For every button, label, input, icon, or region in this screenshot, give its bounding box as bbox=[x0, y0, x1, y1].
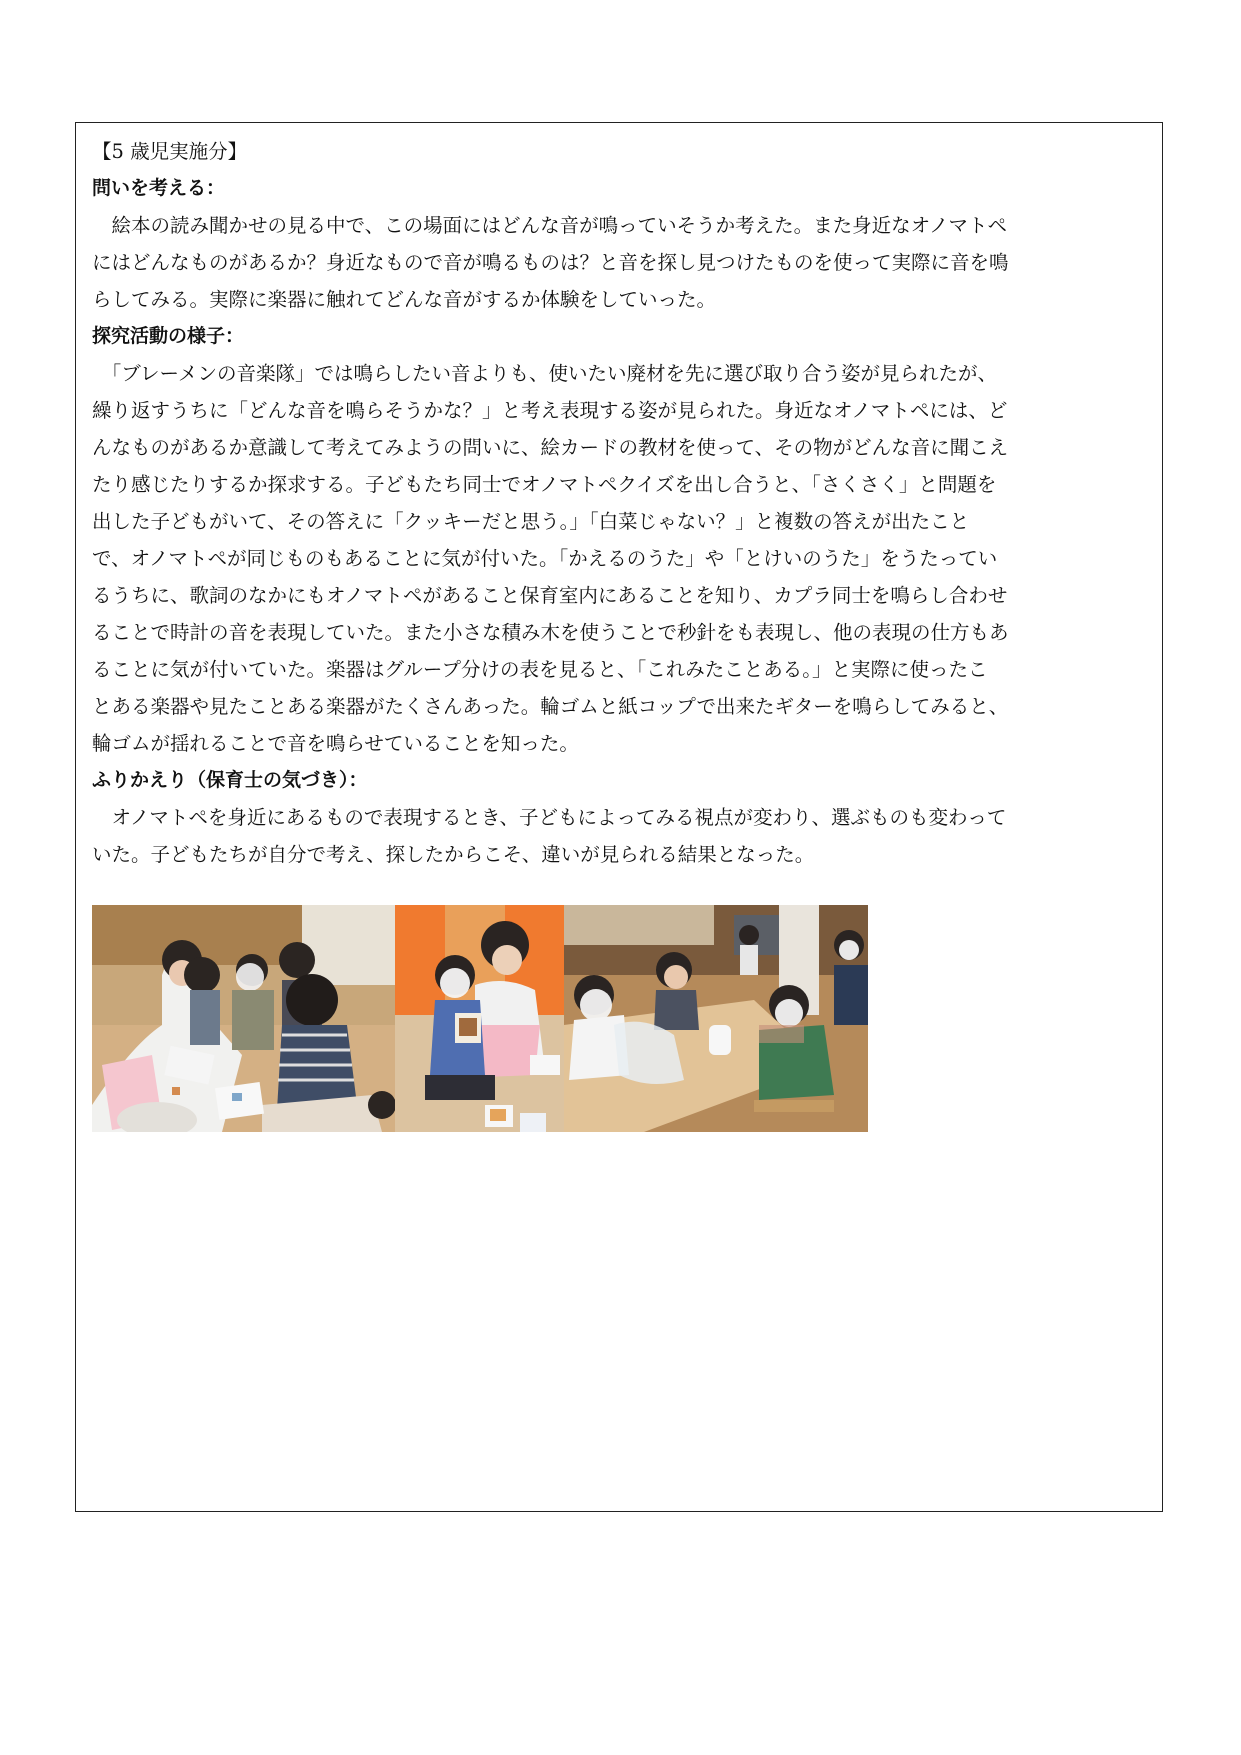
paragraph-line: 「ブレーメンの音楽隊」では鳴らしたい音よりも、使いたい廃材を先に選び取り合う姿が見られたが、 bbox=[92, 362, 997, 385]
paragraph-line: オノマトペを身近にあるもので表現するとき、子どもによってみる視点が変わり、選ぶものも変わって bbox=[92, 806, 1007, 829]
paragraph-line: ることで時計の音を表現していた。また小さな積み木を使うことで秒針をも表現し、他の表現の仕方もあ bbox=[92, 621, 1009, 644]
photo-children-at-table-with-plastic bbox=[564, 905, 868, 1132]
section-heading-activity: 探究活動の様子： bbox=[92, 325, 245, 347]
section-heading-question: 問いを考える： bbox=[92, 177, 226, 199]
grade-title: 【5 歳児実施分】 bbox=[92, 140, 248, 163]
paragraph-line: ることに気が付いていた。楽器はグループ分けの表を見ると、「これみたことある。」と実際に使ったこ bbox=[92, 658, 988, 681]
photo-children-with-picture-cards bbox=[92, 905, 395, 1132]
report-content bbox=[92, 133, 1148, 873]
report-frame bbox=[75, 122, 1163, 1512]
paragraph-line: で、オノマトペが同じものもあることに気が付いた。「かえるのうた」や「とけいのうた」をうたってい bbox=[92, 547, 998, 570]
paragraph-line: 絵本の読み聞かせの見る中で、この場面にはどんな音が鳴っていそうか考えた。また身近なオノマトペ bbox=[92, 214, 1007, 237]
paragraph-line: るうちに、歌詞のなかにもオノマトペがあること保育室内にあることを知り、カプラ同士を鳴らし合わせ bbox=[92, 584, 1008, 607]
paragraph-line: 輪ゴムが揺れることで音を鳴らせていることを知った。 bbox=[92, 732, 579, 755]
paragraph-line: いた。子どもたちが自分で考え、探したからこそ、違いが見られる結果となった。 bbox=[92, 843, 815, 866]
photo-teacher-and-child-with-card bbox=[395, 905, 564, 1132]
section-heading-reflection: ふりかえり（保育士の気づき）： bbox=[92, 769, 368, 791]
photo-strip bbox=[92, 905, 868, 1132]
paragraph-line: 出した子どもがいて、その答えに「クッキーだと思う。」「白菜じゃない？」と複数の答えが出たこと bbox=[92, 510, 970, 533]
paragraph-line: んなものがあるか意識して考えてみようの問いに、絵カードの教材を使って、その物がどんな音に聞こえ bbox=[92, 436, 1009, 459]
paragraph-line: たり感じたりするか探求する。子どもたち同士でオノマトペクイズを出し合うと、「さくさく」と問題を bbox=[92, 473, 997, 496]
paragraph-line: にはどんなものがあるか？身近なもので音が鳴るものは？と音を探し見つけたものを使って実際に音を鳴 bbox=[92, 251, 1009, 274]
paragraph-line: 繰り返すうちに「どんな音を鳴らそうかな？」と考え表現する姿が見られた。身近なオノマトペには、ど bbox=[92, 399, 1008, 422]
paragraph-line: とある楽器や見たことある楽器がたくさんあった。輪ゴムと紙コップで出来たギターを鳴らしてみると、 bbox=[92, 695, 1009, 718]
paragraph-line: らしてみる。実際に楽器に触れてどんな音がするか体験をしていった。 bbox=[92, 288, 717, 311]
